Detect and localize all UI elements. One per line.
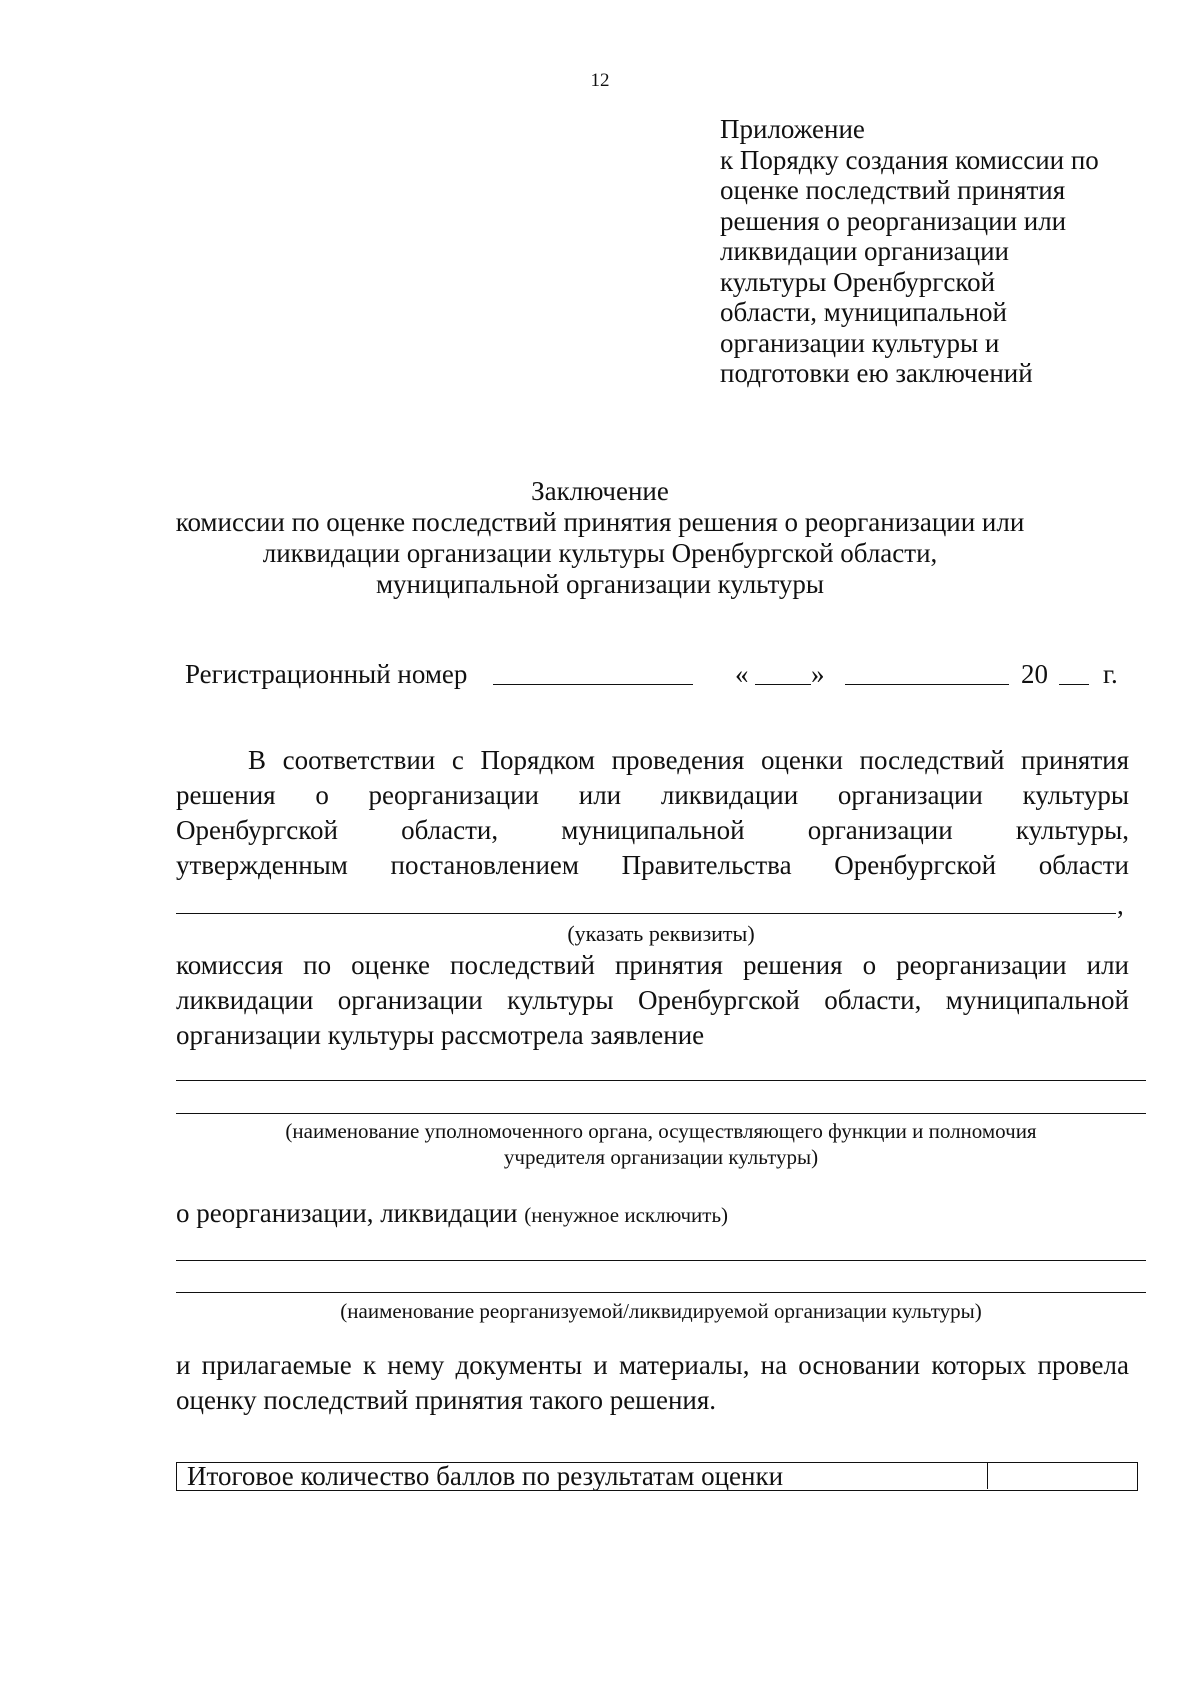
paragraph-line: и прилагаемые к нему документы и материалы, на основании которых провела <box>176 1350 1129 1380</box>
organization-caption: (наименование реорганизуемой/ликвидируемой организации культуры) <box>340 1299 982 1323</box>
title-line: ликвидации организации культуры Оренбургской области, <box>262 538 938 568</box>
appendix-line: культуры Оренбургской <box>720 266 996 297</box>
close-quote: » <box>811 659 825 689</box>
document-title <box>150 476 1050 600</box>
requisites-comma: , <box>1117 890 1124 920</box>
appendix-line: оценке последствий принятия <box>720 175 1066 205</box>
score-table <box>176 1462 1138 1491</box>
title-line: муниципальной организации культуры <box>375 569 825 599</box>
year-prefix: 20 <box>1021 659 1048 689</box>
caption-line: учредителя организации культуры) <box>503 1145 819 1169</box>
registration-row <box>185 656 1125 692</box>
requisites-caption: (указать реквизиты) <box>567 921 755 946</box>
appendix-line: ликвидации организации <box>720 236 1010 266</box>
paragraph-line: В соответствии с Порядком проведения оценки последствий принятия <box>248 745 1129 775</box>
authority-caption <box>176 1118 1146 1170</box>
paragraph-line: ликвидации организации культуры Оренбургской области, муниципальной <box>176 985 1129 1015</box>
paragraph-line: оценку последствий принятия такого решения. <box>176 1385 717 1415</box>
paragraph-line: Оренбургской области, муниципальной организации культуры, <box>176 815 1129 845</box>
reorg-line <box>176 1196 1129 1233</box>
year-blank[interactable] <box>1059 684 1089 685</box>
day-blank[interactable] <box>755 684 811 685</box>
year-suffix: г. <box>1103 659 1118 689</box>
appendix-header <box>720 114 1140 389</box>
authority-line-1[interactable] <box>176 1080 1146 1081</box>
organization-line-1[interactable] <box>176 1260 1146 1261</box>
reorg-text: о реорганизации, ликвидации <box>176 1198 518 1228</box>
score-label: Итоговое количество баллов по результатам оценки <box>187 1461 784 1491</box>
paragraph-commission <box>176 948 1129 1053</box>
paragraph-line: решения о реорганизации или ликвидации организации культуры <box>176 780 1129 810</box>
paragraph-line: комиссия по оценке последствий принятия решения о реорганизации или <box>176 950 1129 980</box>
open-quote: « <box>735 659 749 689</box>
title-line: Заключение <box>531 476 669 506</box>
title-line: комиссии по оценке последствий принятия решения о реорганизации или <box>175 507 1025 537</box>
appendix-line: Приложение <box>720 114 865 144</box>
paragraph-regulation <box>176 743 1129 883</box>
caption-line: (наименование уполномоченного органа, осуществляющего функции и полномочия <box>285 1119 1037 1143</box>
appendix-line: организации культуры и <box>720 327 1000 358</box>
appendix-line: к Порядку создания комиссии по <box>720 144 1099 175</box>
month-blank[interactable] <box>845 684 1009 685</box>
appendix-line: решения о реорганизации или <box>720 205 1067 236</box>
paragraph-line: утвержденным постановлением Правительства Оренбургской области <box>176 850 1129 880</box>
registration-label: Регистрационный номер <box>185 659 468 689</box>
requisites-line[interactable] <box>176 913 1116 914</box>
authority-line-2[interactable] <box>176 1113 1146 1114</box>
reorg-note: (ненужное исключить) <box>524 1203 729 1227</box>
paragraph-documents <box>176 1348 1129 1418</box>
appendix-line: области, муниципальной <box>720 297 1007 327</box>
paragraph-line: организации культуры рассмотрела заявление <box>176 1020 705 1050</box>
appendix-line: подготовки ею заключений <box>720 358 1033 388</box>
page-number: 12 <box>590 70 610 91</box>
registration-number-blank[interactable] <box>493 684 693 685</box>
score-value-cell[interactable] <box>987 1463 1138 1489</box>
organization-line-2[interactable] <box>176 1292 1146 1293</box>
